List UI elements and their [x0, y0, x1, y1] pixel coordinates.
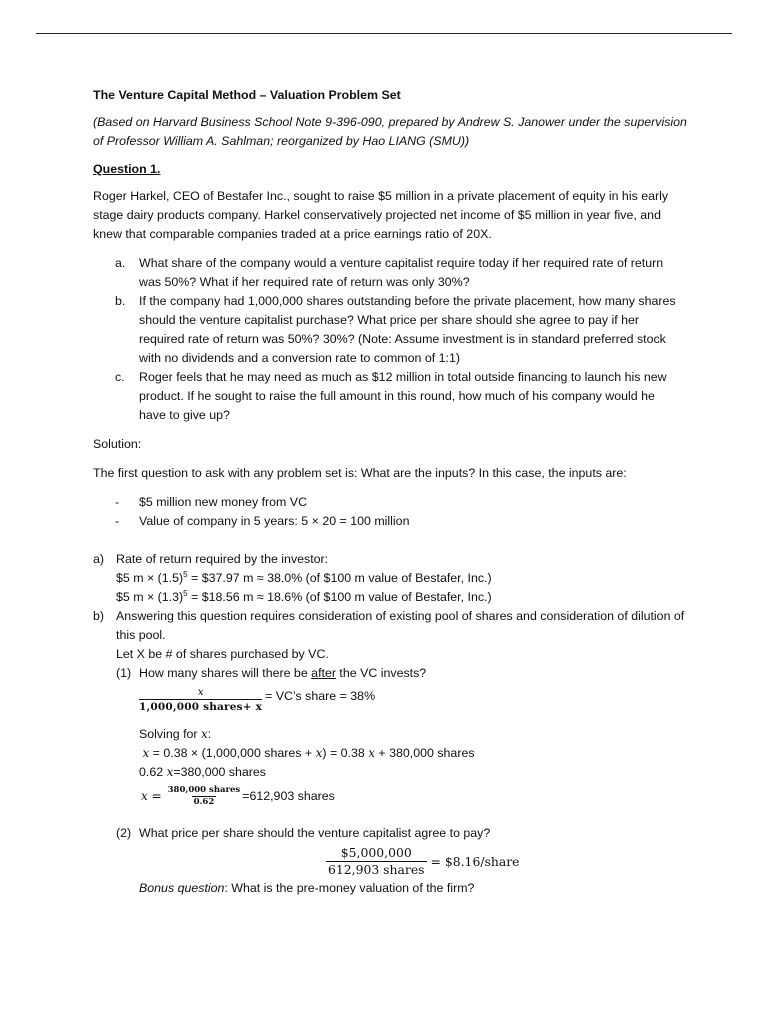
- solving-block: [116, 725, 693, 810]
- document-title: The Venture Capital Method – Valuation Problem Set: [93, 88, 401, 102]
- solution-label: Solution:: [93, 437, 142, 451]
- input-marker: -: [115, 514, 120, 528]
- question-text: Roger feels that he may need as much as $12 million in total outside financing to launch his new product. If he sought to raise the full amount in this round, how much of his company would he have to give up?: [139, 370, 667, 422]
- solution-b-let-x: Let X be # of shares purchased by VC.: [116, 647, 329, 661]
- question-item: [93, 254, 693, 292]
- input-marker: -: [115, 495, 120, 509]
- solution-a-line-1: $5 $m \times (1.5)^5$ = $37.97 m ≈ 38.0% (of $100 m value of Bestafer, Inc.): [116, 569, 492, 585]
- sub-question-1-marker: (1): [116, 666, 132, 680]
- inputs-intro: The first question to ask with any problem set is: What are the inputs? In this case, the inputs are:: [93, 466, 627, 480]
- question-marker: b.: [115, 294, 126, 308]
- solution-b-text: Answering this question requires consideration of existing pool of shares and consideration of dilution of this pool.: [116, 609, 685, 642]
- equation-vc-share: [116, 681, 693, 717]
- input-item: [93, 493, 693, 512]
- question-list: [93, 254, 693, 425]
- solution-a-heading: Rate of return required by the investor:: [116, 552, 329, 566]
- document-subtitle: (Based on Harvard Business School Note 9-396-090, prepared by Andrew S. Janower under the supervision of Professor William A. Sahlman; reorganized by Hao LIANG (SMU)): [93, 115, 687, 148]
- question-text: What share of the company would a venture capitalist require today if her required rate of return was 50%? What if her required rate of return was only 30%?: [139, 256, 664, 289]
- equation-line-2: 0.62 x=380,000 shares: [139, 765, 267, 779]
- question-item: [93, 368, 693, 425]
- question-marker: a.: [115, 256, 126, 270]
- solution-a-marker: a): [93, 552, 105, 566]
- sub-question-1-text: How many shares will there be after the VC invests?: [139, 666, 427, 680]
- bonus-question: Bonus question: What is the pre-money valuation of the firm?: [139, 881, 475, 895]
- solution-a-line-2: $5 $m \times (1.3)^5$ = $18.56 m ≈ 18.6% (of $100 m value of Bestafer, Inc.): [116, 588, 492, 604]
- sub-question-2-text: What price per share should the venture capitalist agree to pay?: [139, 826, 491, 840]
- question-intro: Roger Harkel, CEO of Bestafer Inc., sought to raise $5 million in a private placement of equity in his early stage dairy products company. Harkel conservatively projected net income of $5 million in year five, and knew that comparable companies traded at a price earnings ratio of 20X.: [93, 189, 669, 241]
- equation-line-1: x = 0.38 × (1,000,000 shares + x) = 0.38 x + 380,000 shares: [142, 746, 475, 760]
- question-heading: Question 1.: [93, 162, 161, 176]
- solution-list: [93, 550, 693, 898]
- top-rule: [36, 33, 732, 34]
- question-text: If the company had 1,000,000 shares outstanding before the private placement, how many shares should the venture capitalist purchase? What price per share should she agree to pay if her required rate of return was 50%? 30%? (Note: Assume investment is in standard preferred stock with no dividends and a conversion rate to common of 1:1): [139, 294, 676, 365]
- equation-price-per-share: $\frac{\$5,000,000}{\text{612,903 shares}}$ = $8.16/share: [328, 844, 520, 877]
- input-text: Value of company in 5 years: 5 × 20 = 100 million: [139, 514, 410, 528]
- question-marker: c.: [115, 370, 125, 384]
- document-page: [93, 86, 693, 898]
- fraction-vc-share: $\frac{x}{\text{1,000,000 shares+ x}}$: [139, 685, 263, 713]
- fraction-price: $\frac{\$5,000,000}{\text{612,903 shares}}$: [328, 844, 425, 877]
- question-item: [93, 292, 693, 368]
- equation-line-3: x = $\frac{\text{380,000 shares}}{0.62}$ =612,903 shares: [141, 784, 335, 807]
- solving-for-label: Solving for x:: [139, 727, 212, 741]
- inputs-list: [93, 493, 693, 531]
- solution-b: [93, 607, 693, 898]
- input-text: $5 million new money from VC: [139, 495, 308, 509]
- input-item: [93, 512, 693, 531]
- sub-question-2-marker: (2): [116, 826, 132, 840]
- solution-b-marker: b): [93, 609, 105, 623]
- equation-vc-share-rhs: = VC’s share = 38%: [265, 688, 376, 703]
- fraction-shares: $\frac{\text{380,000 shares}}{0.62}$: [167, 784, 241, 807]
- sub-question-2: [116, 824, 693, 843]
- solution-a: [93, 550, 693, 607]
